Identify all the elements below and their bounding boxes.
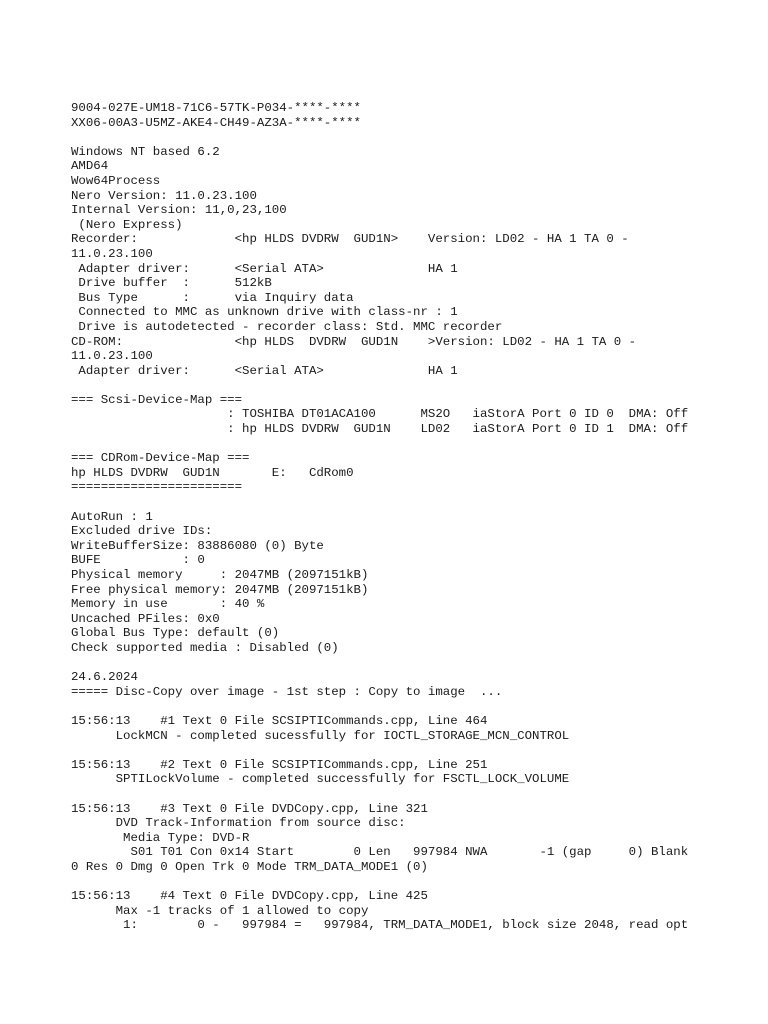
drive-buffer-line: Drive buffer : 512kB (71, 276, 272, 291)
recorder-version-line: 11.0.23.100 (71, 246, 153, 261)
blank-line (71, 495, 761, 510)
recorder-line: Recorder: <hp HLDS DVDRW GUD1N> Version: LD02 - HA 1 TA 0 - (71, 232, 629, 247)
arch-line: AMD64 (71, 159, 109, 174)
uncached-pfiles-line: Uncached PFiles: 0x0 (71, 611, 220, 626)
blank-line (71, 656, 761, 671)
autorun-line: AutoRun : 1 (71, 509, 153, 524)
log-entry-detail: S01 T01 Con 0x14 Start 0 Len 997984 NWA -1 (gap 0) Blank (71, 845, 689, 860)
excluded-drives-line: Excluded drive IDs: (71, 524, 213, 539)
adapter-driver-line: Adapter driver: <Serial ATA> HA 1 (71, 363, 458, 378)
log-entry-header: 15:56:13 #4 Text 0 File DVDCopy.cpp, Line 425 (71, 889, 428, 904)
cdrom-line: CD-ROM: <hp HLDS DVDRW GUD1N >Version: LD02 - HA 1 TA 0 - (71, 334, 637, 349)
os-line: Windows NT based 6.2 (71, 144, 220, 159)
log-entry-detail: Media Type: DVD-R (71, 830, 250, 845)
memory-in-use-line: Memory in use : 40 % (71, 597, 265, 612)
blank-line (71, 787, 761, 802)
blank-line (71, 437, 761, 452)
internal-version-line: Internal Version: 11,0,23,100 (71, 203, 287, 218)
scsi-map-heading: === Scsi-Device-Map === (71, 392, 243, 407)
log-entry-detail: SPTILockVolume - completed successfully for FSCTL_LOCK_VOLUME (71, 772, 570, 787)
license-key-line: XX06-00A3-U5MZ-AKE4-CH49-AZ3A-****-**** (71, 115, 361, 130)
log-document (71, 101, 761, 933)
log-entry-detail: DVD Track-Information from source disc: (71, 816, 406, 831)
cdrom-version-line: 11.0.23.100 (71, 349, 153, 364)
check-media-line: Check supported media : Disabled (0) (71, 640, 339, 655)
cdrom-map-entry: hp HLDS DVDRW GUD1N E: CdRom0 (71, 465, 354, 480)
separator-line: ======================= (71, 480, 243, 495)
blank-line (71, 378, 761, 393)
bufe-line: BUFE : 0 (71, 553, 205, 568)
log-entry-detail: 1: 0 - 997984 = 997984, TRM_DATA_MODE1, block size 2048, read opt (71, 918, 689, 933)
blank-line (71, 743, 761, 758)
autodetect-line: Drive is autodetected - recorder class: Std. MMC recorder (71, 319, 503, 334)
adapter-driver-line: Adapter driver: <Serial ATA> HA 1 (71, 261, 458, 276)
global-bus-type-line: Global Bus Type: default (0) (71, 626, 280, 641)
mmc-connection-line: Connected to MMC as unknown drive with class-nr : 1 (71, 305, 458, 320)
blank-line (71, 130, 761, 145)
log-entry-detail: Max -1 tracks of 1 allowed to copy (71, 903, 369, 918)
blank-line (71, 874, 761, 889)
free-memory-line: Free physical memory: 2047MB (2097151kB) (71, 582, 369, 597)
log-entry-header: 15:56:13 #2 Text 0 File SCSIPTICommands.cpp, Line 251 (71, 757, 488, 772)
bus-type-line: Bus Type : via Inquiry data (71, 290, 354, 305)
physical-memory-line: Physical memory : 2047MB (2097151kB) (71, 568, 369, 582)
date-line: 24.6.2024 (71, 670, 138, 685)
license-key-line: 9004-027E-UM18-71C6-57TK-P034-****-**** (71, 101, 361, 115)
log-entry-detail: LockMCN - completed sucessfully for IOCTL_STORAGE_MCN_CONTROL (71, 728, 570, 743)
disc-copy-heading: ===== Disc-Copy over image - 1st step : Copy to image ... (71, 684, 503, 699)
log-entry-header: 15:56:13 #1 Text 0 File SCSIPTICommands.cpp, Line 464 (71, 713, 488, 728)
scsi-map-entry: : hp HLDS DVDRW GUD1N LD02 iaStorA Port 0 ID 1 DMA: Off (71, 422, 689, 437)
blank-line (71, 699, 761, 714)
log-entry-header: 15:56:13 #3 Text 0 File DVDCopy.cpp, Line 321 (71, 801, 428, 816)
scsi-map-entry: : TOSHIBA DT01ACA100 MS2O iaStorA Port 0 ID 0 DMA: Off (71, 407, 689, 422)
process-line: Wow64Process (71, 173, 161, 188)
write-buffer-line: WriteBufferSize: 83886080 (0) Byte (71, 538, 324, 553)
cdrom-map-heading: === CDRom-Device-Map === (71, 451, 250, 466)
nero-version-line: Nero Version: 11.0.23.100 (71, 188, 257, 203)
log-entry-detail: 0 Res 0 Dmg 0 Open Trk 0 Mode TRM_DATA_MODE1 (0) (71, 859, 428, 874)
product-line: (Nero Express) (71, 217, 183, 232)
